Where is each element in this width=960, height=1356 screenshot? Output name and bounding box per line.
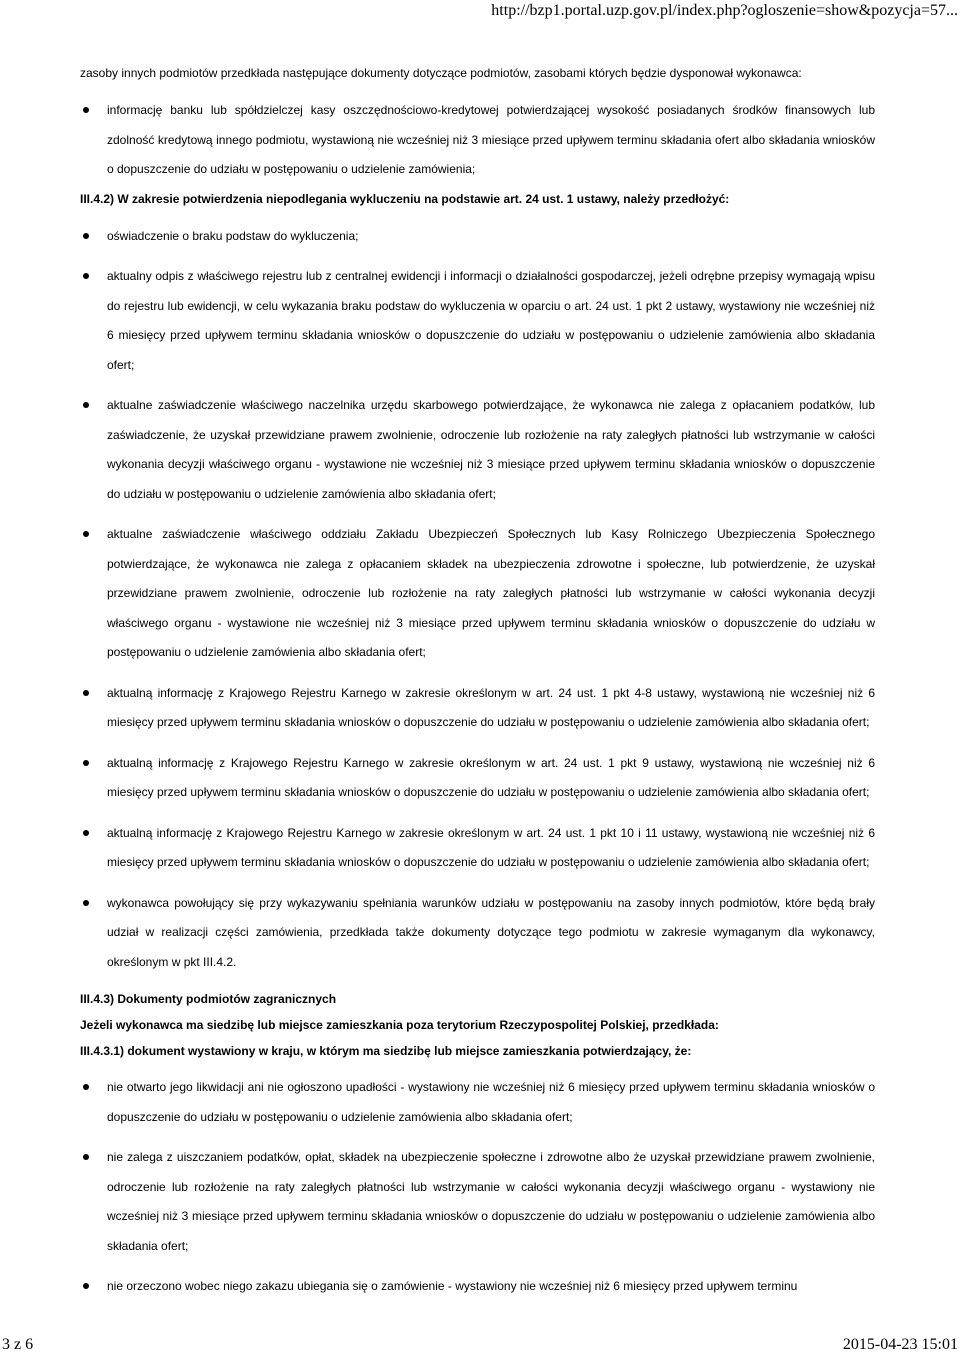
list-item: informację banku lub spółdzielczej kasy oszczędnościowo-kredytowej potwierdzającej wysokość posiadanych środków finansowych lub zdolność kredytową innego podmiotu, wystawioną nie wcześniej niż 3 miesiące przed upływem terminu składania ofert albo składania wniosków o dopuszczenie do udziału w postępowaniu o udzielenie zamówienia;: [80, 96, 875, 185]
list-item: aktualne zaświadczenie właściwego naczelnika urzędu skarbowego potwierdzające, że wykonawca nie zalega z opłacaniem podatków, lub zaświadczenie, że uzyskał przewidziane prawem zwolnienie, odroczenie lub rozłożenie na raty zaległych płatności lub wstrzymanie w całości wykonania decyzji właściwego organu - wystawione nie wcześniej niż 3 miesiące przed upływem terminu składania wniosków o dopuszczenie do udziału w postępowaniu o udzielenie zamówienia albo składania ofert;: [80, 391, 875, 509]
foreign-documents-list: [80, 1073, 875, 1302]
section-heading-iii-4-3-1: III.4.3.1) dokument wystawiony w kraju, w którym ma siedzibę lub miejsce zamieszkania potwierdzający, że:: [80, 1044, 692, 1058]
list-item: nie zalega z uiszczaniem podatków, opłat, składek na ubezpieczenie społeczne i zdrowotne albo że uzyskał przewidziane prawem zwolnienie, odroczenie lub rozłożenie na raty zaległych płatności lub wstrzymanie w całości wykonania decyzji właściwego organu - wystawiony nie wcześniej niż 3 miesiące przed upływem terminu składania wniosków o dopuszczenie do udziału w postępowaniu o udzielenie zamówienia albo składania ofert;: [80, 1143, 875, 1261]
exclusion-documents-list: [80, 222, 875, 978]
list-item: oświadczenie o braku podstaw do wykluczenia;: [80, 222, 875, 252]
notice-content: [80, 62, 875, 1313]
financial-documents-list: [80, 96, 875, 185]
list-item: wykonawca powołujący się przy wykazywaniu spełniania warunków udziału w postępowaniu na zasoby innych podmiotów, które będą brały udział w realizacji części zamówienia, przedkłada także dokumenty dotyczące tego podmiotu w zakresie wymaganym dla wykonawcy, określonym w pkt III.4.2.: [80, 889, 875, 978]
list-item: aktualny odpis z właściwego rejestru lub z centralnej ewidencji i informacji o działalności gospodarczej, jeżeli odrębne przepisy wymagają wpisu do rejestru lub ewidencji, w celu wykazania braku podstaw do wykluczenia w oparciu o art. 24 ust. 1 pkt 2 ustawy, wystawiony nie wcześniej niż 6 miesięcy przed upływem terminu składania wniosków o dopuszczenie do udziału w postępowaniu o udzielenie zamówienia albo składania ofert;: [80, 262, 875, 380]
intro-paragraph: zasoby innych podmiotów przedkłada następujące dokumenty dotyczące podmiotów, zasobami których będzie dysponował wykonawca:: [80, 66, 802, 80]
list-item: aktualną informację z Krajowego Rejestru Karnego w zakresie określonym w art. 24 ust. 1 pkt 10 i 11 ustawy, wystawioną nie wcześniej niż 6 miesięcy przed upływem terminu składania wniosków o dopuszczenie do udziału w postępowaniu o udzielenie zamówienia albo składania ofert;: [80, 819, 875, 878]
print-timestamp: 2015-04-23 15:01: [842, 1336, 958, 1353]
list-item: aktualne zaświadczenie właściwego oddziału Zakładu Ubezpieczeń Społecznych lub Kasy Rolniczego Ubezpieczenia Społecznego potwierdzające, że wykonawca nie zalega z opłacaniem składek na ubezpieczenia zdrowotne i społeczne, lub potwierdzenie, że uzyskał przewidziane prawem zwolnienie, odroczenie lub rozłożenie na raty zaległych płatności lub wstrzymanie w całości wykonania decyzji właściwego organu - wystawione nie wcześniej niż 3 miesiące przed upływem terminu składania wniosków o dopuszczenie do udziału w postępowaniu o udzielenie zamówienia albo składania ofert;: [80, 520, 875, 668]
section-heading-iii-4-3: III.4.3) Dokumenty podmiotów zagranicznych: [80, 992, 337, 1006]
list-item: nie orzeczono wobec niego zakazu ubiegania się o zamówienie - wystawiony nie wcześniej niż 6 miesięcy przed upływem terminu: [80, 1272, 875, 1302]
print-page-number: 3 z 6: [2, 1336, 34, 1353]
section-heading-iii-4-2: III.4.2) W zakresie potwierdzenia niepodlegania wykluczeniu na podstawie art. 24 ust. 1 ustawy, należy przedłożyć:: [80, 191, 730, 206]
list-item: nie otwarto jego likwidacji ani nie ogłoszono upadłości - wystawiony nie wcześniej niż 6 miesięcy przed upływem terminu składania wniosków o dopuszczenie do udziału w postępowaniu o udzielenie zamówienia albo składania ofert;: [80, 1073, 875, 1132]
list-item: aktualną informację z Krajowego Rejestru Karnego w zakresie określonym w art. 24 ust. 1 pkt 9 ustawy, wystawioną nie wcześniej niż 6 miesięcy przed upływem terminu składania wniosków o dopuszczenie do udziału w postępowaniu o udzielenie zamówienia albo składania ofert;: [80, 749, 875, 808]
print-header-url: http://bzp1.portal.uzp.gov.pl/index.php?ogloszenie=show&pozycja=57...: [491, 2, 958, 19]
section-subheading-foreign: Jeżeli wykonawca ma siedzibę lub miejsce zamieszkania poza terytorium Rzeczypospolitej Polskiej, przedkłada:: [80, 1018, 719, 1032]
list-item: aktualną informację z Krajowego Rejestru Karnego w zakresie określonym w art. 24 ust. 1 pkt 4-8 ustawy, wystawioną nie wcześniej niż 6 miesięcy przed upływem terminu składania wniosków o dopuszczenie do udziału w postępowaniu o udzielenie zamówienia albo składania ofert;: [80, 679, 875, 738]
